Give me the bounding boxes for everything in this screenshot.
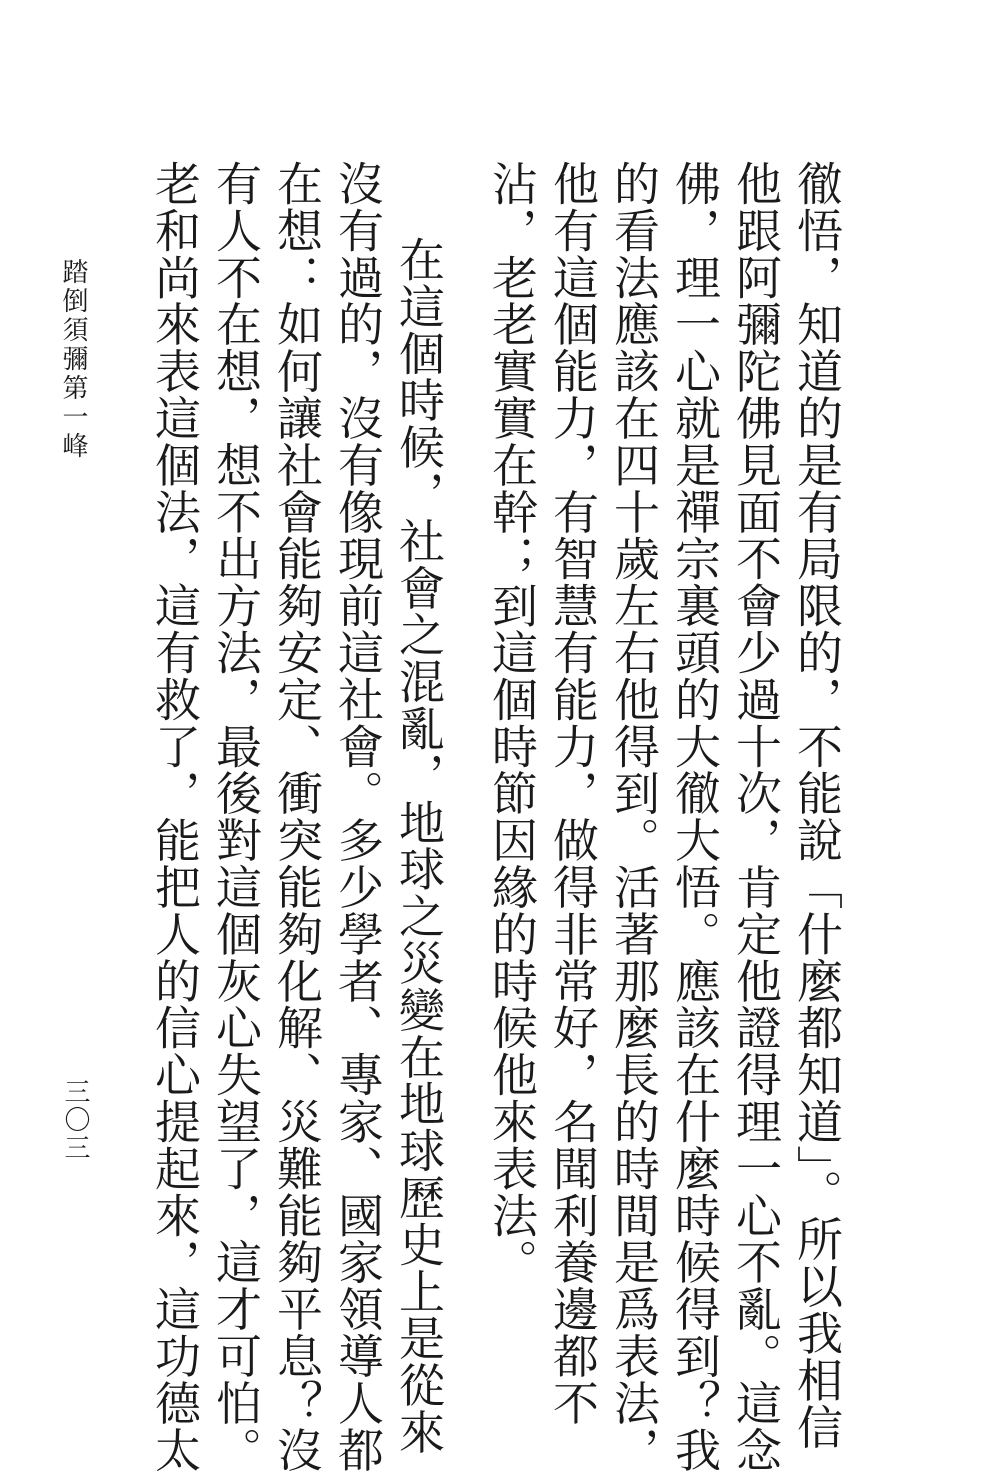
text-column-8: 沒有過的，沒有像現前這社會。多少學者、專家、國家領導人都 (331, 160, 385, 1473)
text-column-2: 他跟阿彌陀佛見面不會少過十次，肯定他證得理一心不亂。這念 (729, 160, 783, 1473)
text-column-5: 他有這個能力，有智慧有能力，做得非常好，名聞利養邊都不 (546, 160, 600, 1427)
running-head: 踏倒須彌第一峰 (58, 258, 88, 461)
text-column-6: 沾，老老實實在幹；到這個時節因緣的時候他來表法。 (485, 160, 539, 1286)
page-number: 三〇三 (60, 1078, 90, 1162)
text-column-3: 佛，理一心就是禪宗裏頭的大徹大悟。應該在什麼時候得到？我 (668, 160, 722, 1473)
text-column-11: 老和尚來表這個法，這有救了，能把人的信心提起來，這功德太 (148, 160, 202, 1473)
text-column-1: 徹悟，知道的是有局限的，不能說「什麼都知道」。所以我相信 (790, 160, 844, 1451)
text-column-4: 的看法應該在四十歲左右他得到。活著那麼長的時間是爲表法， (607, 160, 661, 1473)
text-column-9: 在想：如何讓社會能夠安定、衝突能夠化解、災難能夠平息？沒 (270, 160, 324, 1473)
text-column-10: 有人不在想，想不出方法，最後對這個灰心失望了，這才可怕。 (209, 160, 263, 1473)
text-column-7-paragraph-start: 在這個時候，社會之混亂，地球之災變在地球歷史上是從來 (392, 236, 446, 1456)
